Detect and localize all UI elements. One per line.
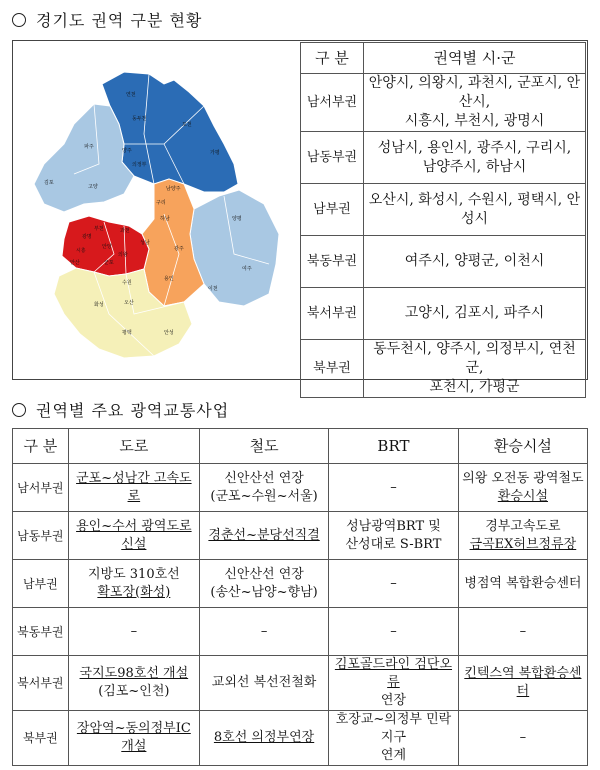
region-cell: 남동부권 <box>13 512 69 560</box>
map-label: 이천 <box>208 286 218 292</box>
rail-cell <box>200 464 329 512</box>
cities-cell <box>364 236 586 288</box>
cities-cell <box>364 74 586 132</box>
road-cell <box>68 711 199 766</box>
transfer-cell <box>458 711 587 766</box>
cities-line: 안양시, 의왕시, 과천시, 군포시, 안산시, <box>368 75 581 110</box>
rail-cell <box>200 512 329 560</box>
cell-line: 산성대로 S-BRT <box>345 536 442 552</box>
cell-line: 의왕 오전동 광역철도 <box>462 470 584 486</box>
map-label: 화성 <box>94 302 104 308</box>
table-row <box>301 132 586 184</box>
map-label: 양주 <box>122 148 132 154</box>
map-label: 구리 <box>156 200 166 206</box>
transport-projects-table <box>12 428 588 766</box>
region-table <box>300 42 586 398</box>
brt-cell <box>329 711 459 766</box>
cell-line: 경춘선~분당선직결 <box>208 527 320 543</box>
cell-line: – <box>519 623 527 639</box>
map-label: 연천 <box>126 92 136 98</box>
map-label: 고양 <box>88 184 98 190</box>
road-cell <box>68 608 199 656</box>
map-label: 양평 <box>232 216 242 222</box>
gyeonggi-region-map <box>14 44 292 374</box>
cities-cell <box>364 288 586 340</box>
region-cell: 남부권 <box>13 560 69 608</box>
map-label: 포천 <box>182 122 192 128</box>
map-label: 하남 <box>160 216 170 222</box>
region-cell: 북서부권 <box>301 288 364 340</box>
road-cell <box>68 464 199 512</box>
region-cell: 북서부권 <box>13 656 69 711</box>
table-row <box>13 560 588 608</box>
cell-line: 킨텍스역 복합환승센터 <box>464 666 582 699</box>
cell-line: 연장 <box>380 693 407 708</box>
map-label: 군포 <box>104 260 114 266</box>
cell-line: 금곡EX허브정류장 <box>469 536 577 552</box>
rail-cell <box>200 656 329 711</box>
map-label: 광명 <box>82 234 92 240</box>
region-cell: 남서부권 <box>13 464 69 512</box>
cities-line: 동두천시, 양주시, 의정부시, 연천군, <box>373 341 576 376</box>
cell-line: (송산~남양~향남) <box>210 584 318 600</box>
table-row <box>301 184 586 236</box>
cell-line: 국지도98호선 개설 <box>79 666 189 681</box>
cell-line: (군포~수원~서울) <box>210 488 318 504</box>
map-label: 용인 <box>164 276 174 282</box>
map-label: 가평 <box>210 150 220 156</box>
rail-cell <box>200 711 329 766</box>
cell-line: 연계 <box>380 748 407 763</box>
table-row <box>13 512 588 560</box>
map-label: 수원 <box>122 280 132 286</box>
region-cell: 남서부권 <box>301 74 364 132</box>
table-row <box>301 340 586 398</box>
cities-line: 포천시, 가평군 <box>429 379 520 395</box>
column-header: 구 분 <box>13 429 69 464</box>
brt-cell <box>329 560 459 608</box>
cell-line: 환승시설 <box>497 488 548 504</box>
table-row <box>301 74 586 132</box>
road-cell <box>68 656 199 711</box>
cell-line: 병점역 복합환승센터 <box>464 575 582 591</box>
column-header: BRT <box>329 429 459 464</box>
map-label: 부천 <box>94 226 104 232</box>
cell-line: 성남광역BRT 및 <box>346 518 441 534</box>
column-header: 도로 <box>68 429 199 464</box>
cell-line: – <box>260 623 268 639</box>
road-cell <box>68 512 199 560</box>
road-cell <box>68 560 199 608</box>
column-header: 철도 <box>200 429 329 464</box>
cell-line: – <box>390 575 397 591</box>
cities-line: 오산시, 화성시, 수원시, 평택시, 안성시 <box>368 191 581 227</box>
cell-line: – <box>130 623 138 639</box>
cell-line: 신안산선 연장 <box>224 566 304 582</box>
column-header: 권역별 시·군 <box>364 43 586 74</box>
cell-line: 장암역~동의정부IC개설 <box>76 721 191 754</box>
cities-cell <box>364 340 586 398</box>
cell-line: 군포~성남간 고속도로 <box>76 470 192 504</box>
cell-line: (김포~인천) <box>98 684 170 699</box>
map-label: 남양주 <box>166 186 181 192</box>
section-heading-regions <box>12 8 202 31</box>
table-row <box>13 464 588 512</box>
column-header: 구 분 <box>301 43 364 74</box>
region-cell: 남부권 <box>301 184 364 236</box>
table-row <box>301 236 586 288</box>
map-region-northeast <box>190 190 279 306</box>
cell-line: – <box>519 730 527 745</box>
section-title: 경기도 권역 구분 현황 <box>36 11 203 30</box>
cities-line: 남양주시, 하남시 <box>422 158 527 175</box>
map-label: 과천 <box>120 228 130 234</box>
map-label: 평택 <box>122 330 132 336</box>
section-heading-transport <box>12 398 229 421</box>
brt-cell <box>329 464 459 512</box>
map-label: 안양 <box>102 244 112 250</box>
region-cell: 북부권 <box>301 340 364 398</box>
cities-line: 고양시, 김포시, 파주시 <box>404 305 545 321</box>
rail-cell <box>200 560 329 608</box>
table-row <box>13 711 588 766</box>
map-label: 김포 <box>44 180 54 186</box>
map-label: 의왕 <box>118 252 128 258</box>
transfer-cell <box>458 512 587 560</box>
map-label: 성남 <box>140 240 150 246</box>
cell-line: 확포장(화성) <box>97 584 171 600</box>
map-label: 오산 <box>124 300 134 306</box>
map-label: 여주 <box>242 266 252 272</box>
rail-cell <box>200 608 329 656</box>
circle-bullet-icon <box>12 13 26 27</box>
cities-cell <box>364 132 586 184</box>
brt-cell <box>329 608 459 656</box>
region-cell: 북부권 <box>13 711 69 766</box>
cities-cell <box>364 184 586 236</box>
map-label: 의정부 <box>132 162 147 168</box>
cell-line: 신안산선 연장 <box>224 470 304 486</box>
brt-cell <box>329 512 459 560</box>
cell-line: 용인~수서 광역도로신설 <box>76 518 192 552</box>
cell-line: 김포골드라인 검단오류 <box>334 657 453 690</box>
transfer-cell <box>458 560 587 608</box>
map-label: 안산 <box>70 260 80 266</box>
cell-line: 호장교~의정부 민락지구 <box>335 712 452 745</box>
table-header-row <box>13 429 588 464</box>
brt-cell <box>329 656 459 711</box>
cell-line: 지방도 310호선 <box>87 566 180 582</box>
cell-line: 교외선 복선전철화 <box>211 675 317 690</box>
cell-line: – <box>390 479 397 495</box>
region-cell: 북동부권 <box>301 236 364 288</box>
table-header-row <box>301 43 586 74</box>
map-label: 시흥 <box>76 248 86 254</box>
region-cell: 남동부권 <box>301 132 364 184</box>
cities-line: 시흥시, 부천시, 광명시 <box>404 113 545 129</box>
map-label: 안성 <box>164 330 174 336</box>
cities-line: 성남시, 용인시, 광주시, 구리시, <box>377 139 572 156</box>
map-label: 파주 <box>84 144 94 150</box>
map-label: 광주 <box>174 246 184 252</box>
transfer-cell <box>458 464 587 512</box>
cell-line: 경부고속도로 <box>485 518 561 534</box>
table-row <box>13 656 588 711</box>
table-row <box>301 288 586 340</box>
transfer-cell <box>458 656 587 711</box>
section-title: 권역별 주요 광역교통사업 <box>36 401 230 420</box>
map-label: 동두천 <box>132 116 147 122</box>
table-row <box>13 608 588 656</box>
region-cell: 북동부권 <box>13 608 69 656</box>
cell-line: – <box>390 623 397 639</box>
column-header: 환승시설 <box>458 429 587 464</box>
transfer-cell <box>458 608 587 656</box>
cell-line: 8호선 의정부연장 <box>213 730 315 745</box>
cities-line: 여주시, 양평군, 이천시 <box>404 253 545 269</box>
circle-bullet-icon <box>12 403 26 417</box>
